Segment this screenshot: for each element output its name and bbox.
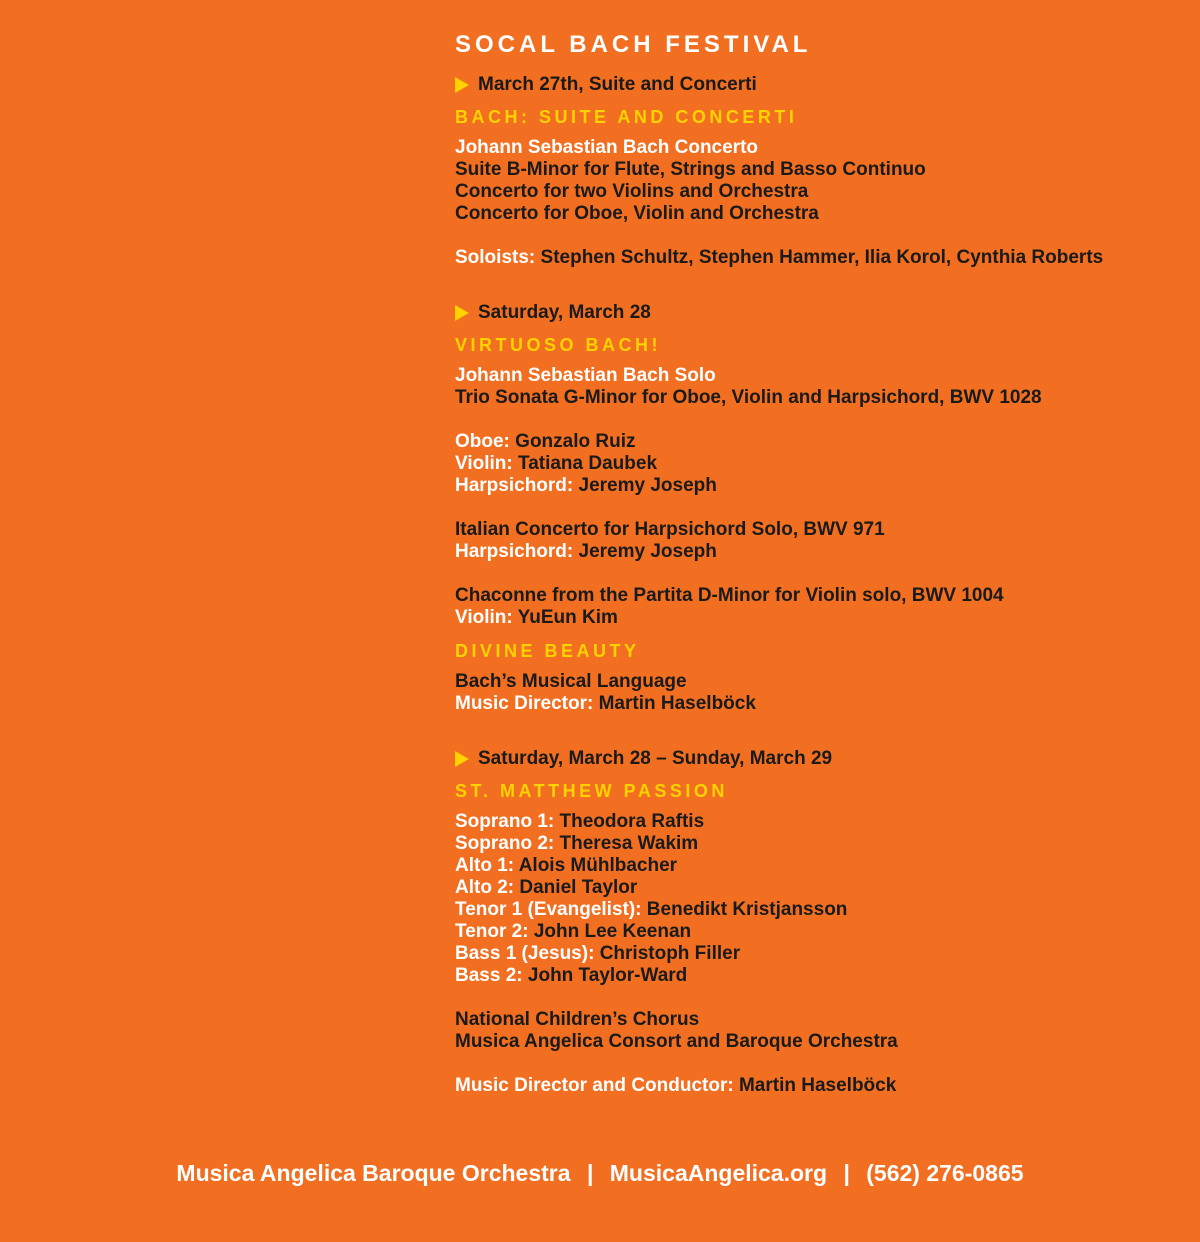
concert-heading: ST. MATTHEW PASSION: [455, 781, 728, 801]
program-line: Bach’s Musical Language: [455, 671, 687, 692]
role-label: Tenor 2:: [455, 921, 529, 942]
performer-name: YuEun Kim: [517, 607, 618, 628]
footer-separator: |: [843, 1160, 850, 1186]
soloists-names: Stephen Schultz, Stephen Hammer, Ilia Korol, Cynthia Roberts: [540, 247, 1104, 268]
cast-line: [455, 965, 1175, 987]
section-date: [455, 73, 1175, 97]
role-label: Alto 1:: [455, 855, 515, 876]
singer-name: John Lee Keenan: [533, 921, 692, 942]
ensemble-line: Musica Angelica Consort and Baroque Orchestra: [455, 1031, 898, 1052]
soloists-label: Soloists:: [455, 247, 536, 268]
date-label: Saturday, March 28: [478, 302, 651, 323]
cast-line: [455, 833, 1175, 855]
cast-line: [455, 877, 1175, 899]
section-date: [455, 747, 1175, 771]
instrument-label: Harpsichord:: [455, 541, 574, 562]
footer-contact: [0, 1160, 1200, 1187]
footer-separator: |: [586, 1160, 594, 1186]
singer-name: Theodora Raftis: [559, 811, 705, 832]
play-arrow-icon: [455, 77, 469, 93]
performer-line: [455, 431, 1175, 453]
singer-name: Alois Mühlbacher: [518, 855, 678, 876]
play-arrow-icon: [455, 305, 469, 321]
organization-name: Musica Angelica Baroque Orchestra: [176, 1160, 571, 1186]
performer-name: Tatiana Daubek: [518, 453, 658, 474]
singer-name: Christoph Filler: [599, 943, 741, 964]
role-label: Bass 2:: [455, 965, 523, 986]
role-label: Tenor 1 (Evangelist):: [455, 899, 642, 920]
program-line: Concerto for two Violins and Orchestra: [455, 181, 809, 202]
program-line: Concerto for Oboe, Violin and Orchestra: [455, 203, 819, 224]
program-line: Italian Concerto for Harpsichord Solo, BWV 971: [455, 519, 885, 540]
program-column: [455, 30, 1175, 1097]
role-label: Soprano 2:: [455, 833, 555, 854]
singer-name: Benedikt Kristjansson: [646, 899, 848, 920]
role-label: Bass 1 (Jesus):: [455, 943, 595, 964]
performer-line: [455, 607, 1175, 629]
performer-name: Jeremy Joseph: [578, 541, 717, 562]
performer-line: [455, 475, 1175, 497]
program-line: Johann Sebastian Bach Concerto: [455, 137, 759, 158]
date-label: March 27th, Suite and Concerti: [478, 74, 757, 95]
program-line: Trio Sonata G-Minor for Oboe, Violin and Harpsichord, BWV 1028: [455, 387, 1042, 408]
performer-name: Gonzalo Ruiz: [515, 431, 636, 452]
conductor-line: [455, 1075, 1175, 1097]
program-line: Johann Sebastian Bach Solo: [455, 365, 716, 386]
singer-name: Theresa Wakim: [559, 833, 699, 854]
phone-number[interactable]: (562) 276-0865: [866, 1160, 1024, 1186]
concert-heading: BACH: SUITE AND CONCERTI: [455, 107, 798, 127]
role-label: Alto 2:: [455, 877, 515, 898]
play-arrow-icon: [455, 751, 469, 767]
instrument-label: Oboe:: [455, 431, 510, 452]
director-line: [455, 693, 1175, 715]
section-date: [455, 301, 1175, 325]
performer-line: [455, 453, 1175, 475]
cast-line: [455, 855, 1175, 877]
performer-line: [455, 541, 1175, 563]
website-link[interactable]: MusicaAngelica.org: [609, 1160, 828, 1186]
date-label: Saturday, March 28 – Sunday, March 29: [478, 748, 833, 769]
cast-line: [455, 943, 1175, 965]
concert-heading: DIVINE BEAUTY: [455, 641, 640, 661]
cast-line: [455, 899, 1175, 921]
program-line: Chaconne from the Partita D-Minor for Violin solo, BWV 1004: [455, 585, 1004, 606]
ensemble-line: National Children’s Chorus: [455, 1009, 700, 1030]
instrument-label: Violin:: [455, 607, 513, 628]
director-label: Music Director:: [455, 693, 594, 714]
concert-heading: VIRTUOSO BACH!: [455, 335, 661, 355]
conductor-label: Music Director and Conductor:: [455, 1075, 734, 1096]
cast-line: [455, 921, 1175, 943]
soloists-line: [455, 247, 1175, 269]
program-line: Suite B-Minor for Flute, Strings and Basso Continuo: [455, 159, 926, 180]
festival-title: SOCAL BACH FESTIVAL: [455, 31, 812, 58]
cast-line: [455, 811, 1175, 833]
performer-name: Jeremy Joseph: [578, 475, 717, 496]
singer-name: Daniel Taylor: [519, 877, 638, 898]
singer-name: John Taylor-Ward: [527, 965, 688, 986]
instrument-label: Violin:: [455, 453, 513, 474]
role-label: Soprano 1:: [455, 811, 555, 832]
instrument-label: Harpsichord:: [455, 475, 574, 496]
director-name: Martin Haselböck: [598, 693, 756, 714]
conductor-name: Martin Haselböck: [738, 1075, 897, 1096]
